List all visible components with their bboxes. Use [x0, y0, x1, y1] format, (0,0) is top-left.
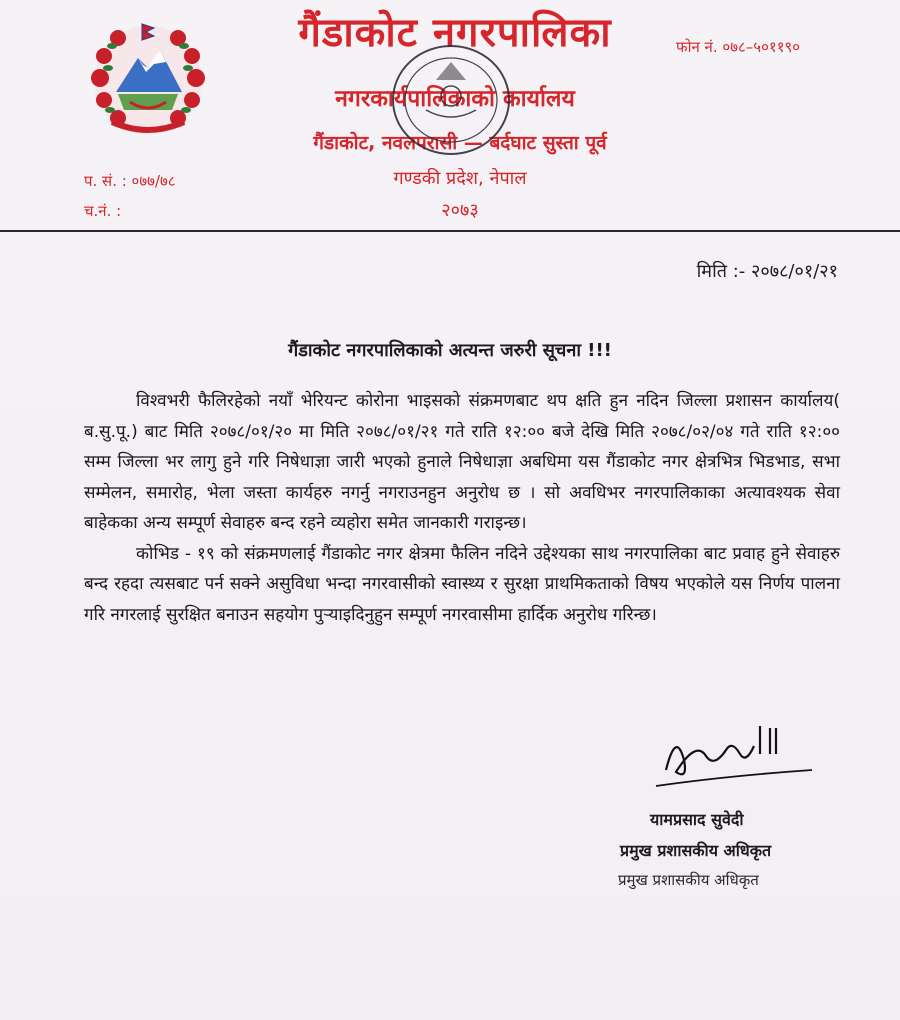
office-province: गण्डकी प्रदेश, नेपाल: [393, 168, 527, 189]
office-stamp-icon: [386, 40, 516, 160]
reference-number: प. सं. : ०७७/७८: [84, 172, 176, 190]
notice-body: [84, 386, 840, 630]
challan-number: च.नं. :: [84, 202, 122, 220]
notice-paragraph: कोभिड - १९ को संक्रमणलाई गैंडाकोट नगर क्षेत्रमा फैलिन नदिने उद्देश्यका साथ नगरपालिका बाट प्रवाह हुने सेवाहरु बन्द रहदा त्यसबाट पर्न सक्ने असुविधा भन्दा नगरवासीको स्वास्थ्य र सुरक्षा प्राथमिकताको विषय भएकोले यस निर्णय पालना गरि नगरलाई सुरक्षित बनाउन सहयोग पुर्‍याइदिनुहुन सम्पूर्ण नगरवासीमा हार्दिक अनुरोध गरिन्छ।: [84, 543, 840, 625]
nepal-emblem-icon: [82, 18, 214, 140]
office-address: गैंडाकोट, नवलपरासी — बर्दघाट सुस्ता पूर्व: [313, 132, 607, 154]
office-name: गैंडाकोट नगरपालिका: [298, 10, 612, 56]
notice-title: गैंडाकोट नगरपालिकाको अत्यन्त जरुरी सूचना !!!: [288, 340, 612, 361]
header-divider: [0, 230, 900, 232]
office-established-year: २०७३: [441, 200, 479, 221]
phone-number: फोन नं. ०७८–५०११९०: [676, 38, 801, 56]
handwritten-signature: [636, 710, 816, 810]
office-subtitle: नगरकार्यपालिकाको कार्यालय: [335, 86, 575, 112]
signer-title: प्रमुख प्रशासकीय अधिकृत: [620, 841, 772, 860]
signer-name: यामप्रसाद सुवेदी: [650, 810, 744, 829]
notice-paragraph: विश्वभरी फैलिरहेको नयाँ भेरियन्ट कोरोना भाइसको संक्रमणबाट थप क्षति हुन नदिन जिल्ला प्रशासन कार्यालय( ब.सु.पू.) बाट मिति २०७८/०१/२० मा मिति २०७८/०१/२१ गते राति १२:०० बजे देखि मिति २०७८/०२/०४ गते राति १२:०० सम्म जिल्ला भर लागु हुने गरि निषेधाज्ञा जारी भएको हुनाले निषेधाज्ञा अबधिमा यस गैंडाकोट नगर क्षेत्रभित्र भिडभाड, सभा सम्मेलन, समारोह, भेला जस्ता कार्यहरु नगर्नु नगराउनहुन अनुरोध छ । सो अवधिभर नगरपालिकाका अत्यावश्यक सेवा बाहेकका अन्य सम्पूर्ण सेवाहरु बन्द रहने व्यहोरा समेत जानकारी गराइन्छ।: [84, 391, 840, 533]
signer-title-stamp: प्रमुख प्रशासकीय अधिकृत: [618, 871, 759, 889]
letter-date: मिति :- २०७८/०१/२१: [696, 261, 838, 282]
